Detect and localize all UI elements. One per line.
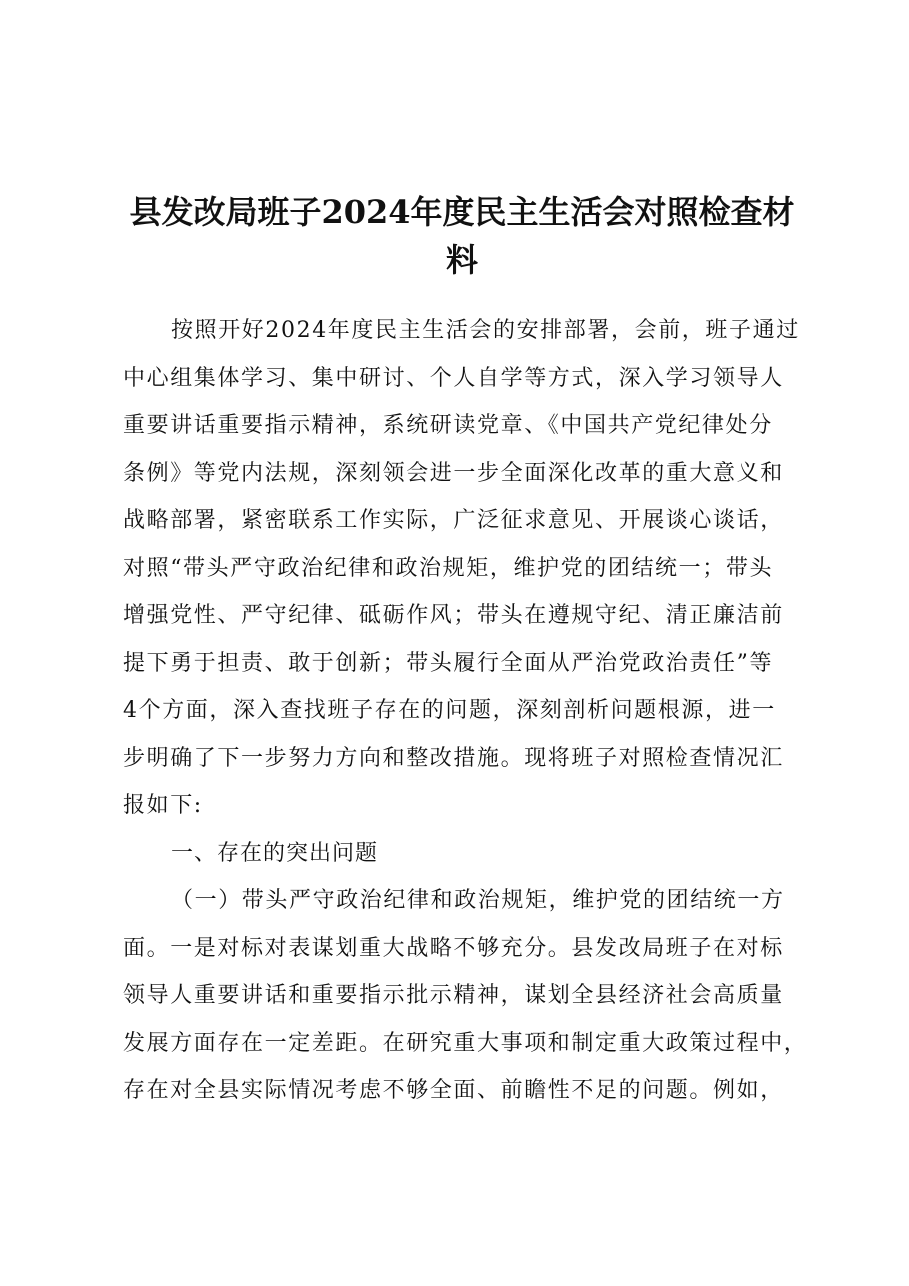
section-paragraph xyxy=(123,877,813,1115)
paragraph-line: 4个方面，深入查找班子存在的问题，深刻剖析问题根源，进一 xyxy=(123,698,776,723)
paragraph-line: （一）带头严守政治纪律和政治规矩，维护党的团结统一方 xyxy=(171,888,785,913)
paragraph-line: 发展方面存在一定差距。在研究重大事项和制定重大政策过程中， xyxy=(123,1030,808,1056)
intro-paragraph xyxy=(123,307,813,830)
paragraph-line: 提下勇于担责、敢于创新；带头履行全面从严治党政治责任”等 xyxy=(123,650,774,676)
title-line-2: 料 xyxy=(445,241,478,279)
paragraph-line: 步明确了下一步努力方向和整改措施。现将班子对照检查情况汇 xyxy=(123,745,784,771)
paragraph-line: 报如下: xyxy=(123,793,203,818)
paragraph-line: 中心组集体学习、集中研讨、个人自学等方式，深入学习领导人 xyxy=(123,365,784,391)
paragraph-line: 条例》等党内法规，深刻领会进一步全面深化改革的重大意义和 xyxy=(123,460,784,486)
paragraph-line: 面。一是对标对表谋划重大战略不够充分。县发改局班子在对标 xyxy=(123,935,784,961)
paragraph-line: 战略部署，紧密联系工作实际，广泛征求意见、开展谈心谈话， xyxy=(123,508,784,533)
paragraph-line: 对照“带头严守政治纪律和政治规矩，维护党的团结统一；带头 xyxy=(123,555,774,581)
paragraph-line: 重要讲话重要指示精神，系统研读党章、《中国共产党纪律处分 xyxy=(123,413,773,438)
paragraph-line: 领导人重要讲话和重要指示批示精神，谋划全县经济社会高质量 xyxy=(123,983,784,1008)
section-heading: 一、存在的突出问题 xyxy=(171,840,379,866)
title-line-1: 县发改局班子2024年度民主生活会对照检查材 xyxy=(129,193,795,231)
paragraph-line: 增强党性、严守纪律、砥砺作风；带头在遵规守纪、清正廉洁前 xyxy=(123,603,784,628)
document-body xyxy=(123,307,813,1115)
document-title xyxy=(112,188,812,284)
paragraph-line: 按照开好2024年度民主生活会的安排部署，会前，班子通过 xyxy=(171,318,800,343)
paragraph-line: 存在对全县实际情况考虑不够全面、前瞻性不足的问题。例如， xyxy=(123,1078,784,1103)
